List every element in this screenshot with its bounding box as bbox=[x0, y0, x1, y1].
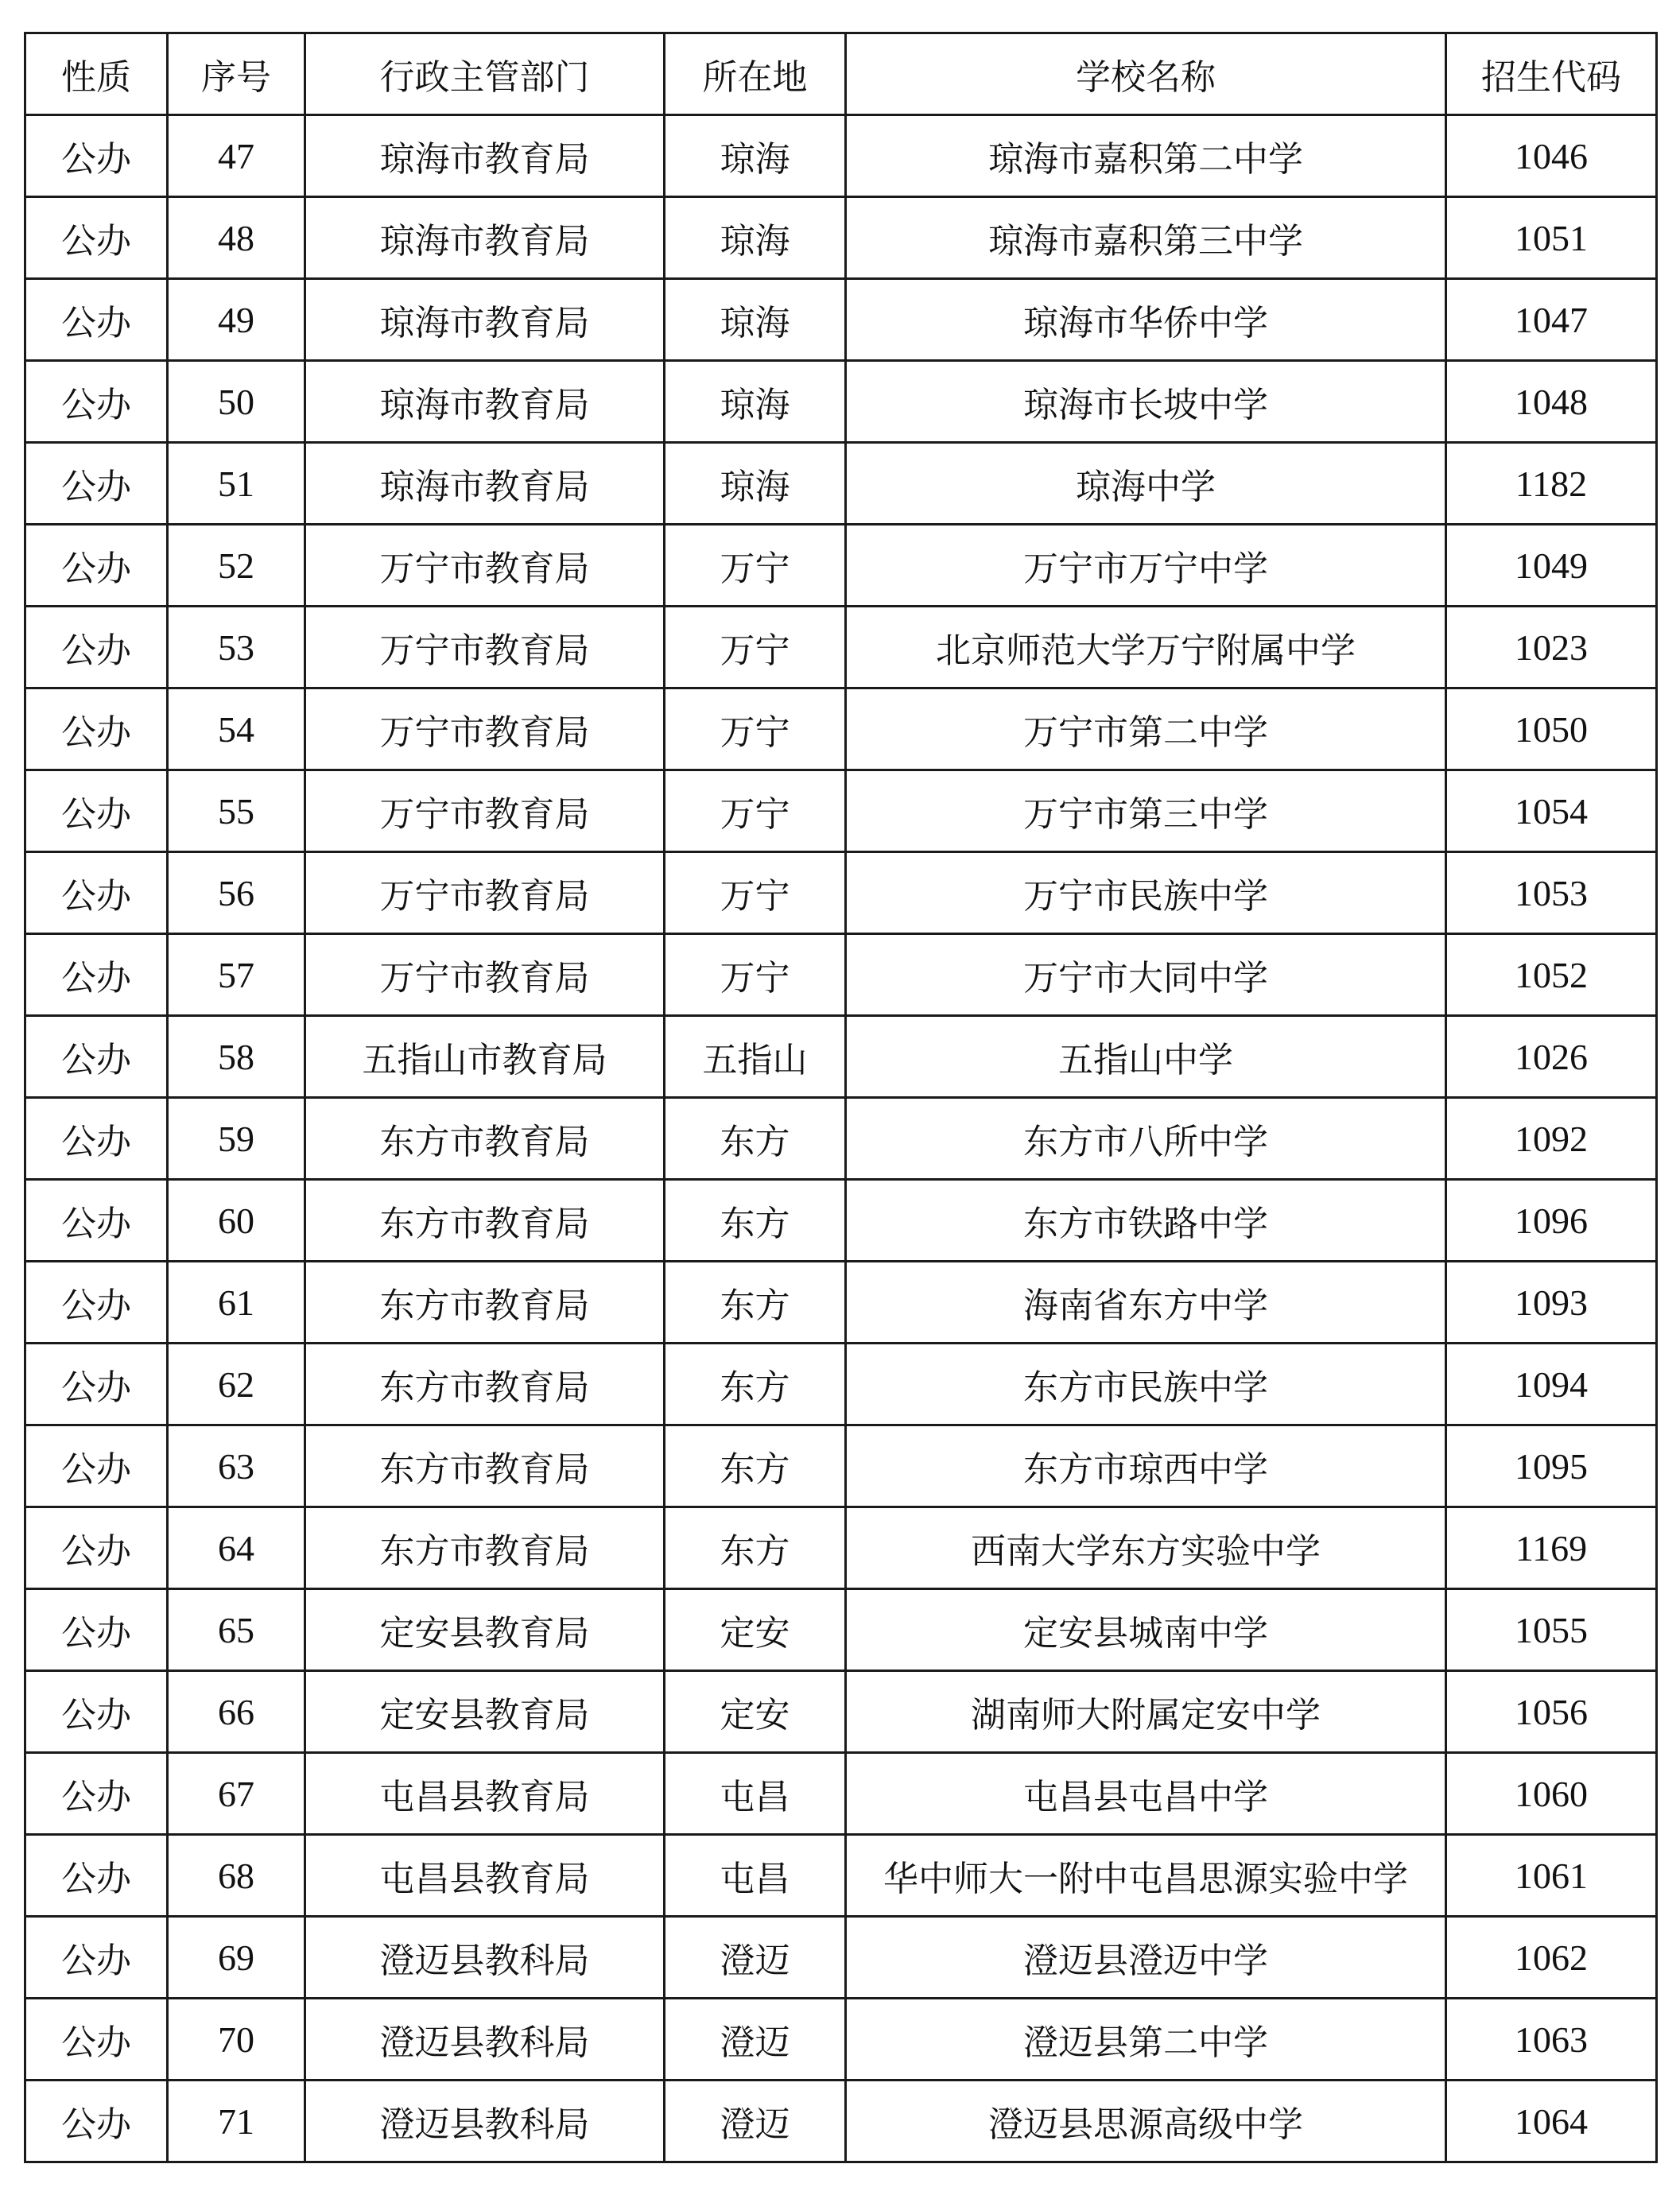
cell-department: 东方市教育局 bbox=[305, 1425, 665, 1507]
cell-index: 63 bbox=[168, 1425, 305, 1507]
cell-location: 东方 bbox=[665, 1180, 846, 1262]
cell-enroll-code: 1055 bbox=[1446, 1589, 1657, 1671]
cell-location: 琼海 bbox=[665, 361, 846, 443]
table-row bbox=[25, 279, 1657, 361]
header-location: 所在地 bbox=[665, 33, 846, 115]
cell-enroll-code: 1050 bbox=[1446, 688, 1657, 770]
cell-index: 58 bbox=[168, 1016, 305, 1098]
cell-location: 琼海 bbox=[665, 197, 846, 279]
cell-enroll-code: 1094 bbox=[1446, 1344, 1657, 1425]
cell-school-name: 西南大学东方实验中学 bbox=[846, 1507, 1446, 1589]
cell-enroll-code: 1062 bbox=[1446, 1917, 1657, 1999]
cell-location: 万宁 bbox=[665, 852, 846, 934]
cell-location: 五指山 bbox=[665, 1016, 846, 1098]
cell-location: 万宁 bbox=[665, 525, 846, 607]
table-row bbox=[25, 1671, 1657, 1753]
cell-nature: 公办 bbox=[25, 852, 168, 934]
table-header-row bbox=[25, 33, 1657, 115]
cell-location: 定安 bbox=[665, 1671, 846, 1753]
cell-school-name: 东方市琼西中学 bbox=[846, 1425, 1446, 1507]
cell-department: 澄迈县教科局 bbox=[305, 1999, 665, 2081]
cell-index: 51 bbox=[168, 443, 305, 525]
table-row bbox=[25, 1425, 1657, 1507]
cell-department: 东方市教育局 bbox=[305, 1098, 665, 1180]
cell-enroll-code: 1096 bbox=[1446, 1180, 1657, 1262]
cell-nature: 公办 bbox=[25, 1425, 168, 1507]
cell-school-name: 屯昌县屯昌中学 bbox=[846, 1753, 1446, 1835]
cell-index: 55 bbox=[168, 770, 305, 852]
cell-location: 定安 bbox=[665, 1589, 846, 1671]
cell-department: 万宁市教育局 bbox=[305, 607, 665, 688]
cell-location: 万宁 bbox=[665, 688, 846, 770]
table-row bbox=[25, 1589, 1657, 1671]
cell-enroll-code: 1026 bbox=[1446, 1016, 1657, 1098]
cell-location: 屯昌 bbox=[665, 1835, 846, 1917]
cell-enroll-code: 1046 bbox=[1446, 115, 1657, 197]
cell-department: 琼海市教育局 bbox=[305, 197, 665, 279]
cell-nature: 公办 bbox=[25, 688, 168, 770]
header-department: 行政主管部门 bbox=[305, 33, 665, 115]
cell-department: 琼海市教育局 bbox=[305, 279, 665, 361]
cell-enroll-code: 1049 bbox=[1446, 525, 1657, 607]
cell-school-name: 五指山中学 bbox=[846, 1016, 1446, 1098]
cell-nature: 公办 bbox=[25, 1999, 168, 2081]
cell-nature: 公办 bbox=[25, 1262, 168, 1344]
cell-department: 万宁市教育局 bbox=[305, 525, 665, 607]
table-row bbox=[25, 934, 1657, 1016]
cell-index: 56 bbox=[168, 852, 305, 934]
cell-department: 澄迈县教科局 bbox=[305, 1917, 665, 1999]
cell-department: 五指山市教育局 bbox=[305, 1016, 665, 1098]
cell-enroll-code: 1048 bbox=[1446, 361, 1657, 443]
cell-nature: 公办 bbox=[25, 279, 168, 361]
cell-school-name: 华中师大一附中屯昌思源实验中学 bbox=[846, 1835, 1446, 1917]
cell-nature: 公办 bbox=[25, 2081, 168, 2162]
cell-school-name: 琼海市嘉积第二中学 bbox=[846, 115, 1446, 197]
cell-enroll-code: 1047 bbox=[1446, 279, 1657, 361]
cell-enroll-code: 1169 bbox=[1446, 1507, 1657, 1589]
cell-nature: 公办 bbox=[25, 607, 168, 688]
cell-nature: 公办 bbox=[25, 1344, 168, 1425]
cell-department: 定安县教育局 bbox=[305, 1671, 665, 1753]
school-table bbox=[24, 32, 1658, 2163]
cell-nature: 公办 bbox=[25, 934, 168, 1016]
table-row bbox=[25, 1344, 1657, 1425]
cell-school-name: 琼海中学 bbox=[846, 443, 1446, 525]
cell-school-name: 琼海市华侨中学 bbox=[846, 279, 1446, 361]
cell-nature: 公办 bbox=[25, 1507, 168, 1589]
cell-index: 57 bbox=[168, 934, 305, 1016]
cell-department: 万宁市教育局 bbox=[305, 688, 665, 770]
cell-location: 东方 bbox=[665, 1425, 846, 1507]
cell-school-name: 澄迈县第二中学 bbox=[846, 1999, 1446, 2081]
cell-nature: 公办 bbox=[25, 1835, 168, 1917]
cell-enroll-code: 1095 bbox=[1446, 1425, 1657, 1507]
cell-nature: 公办 bbox=[25, 770, 168, 852]
cell-school-name: 海南省东方中学 bbox=[846, 1262, 1446, 1344]
table-row bbox=[25, 361, 1657, 443]
table-body bbox=[25, 115, 1657, 2162]
cell-index: 50 bbox=[168, 361, 305, 443]
cell-enroll-code: 1182 bbox=[1446, 443, 1657, 525]
cell-location: 琼海 bbox=[665, 443, 846, 525]
cell-department: 东方市教育局 bbox=[305, 1262, 665, 1344]
cell-enroll-code: 1060 bbox=[1446, 1753, 1657, 1835]
table-row bbox=[25, 197, 1657, 279]
cell-nature: 公办 bbox=[25, 1589, 168, 1671]
cell-location: 屯昌 bbox=[665, 1753, 846, 1835]
cell-department: 琼海市教育局 bbox=[305, 443, 665, 525]
table-row bbox=[25, 2081, 1657, 2162]
cell-location: 澄迈 bbox=[665, 1917, 846, 1999]
cell-school-name: 万宁市大同中学 bbox=[846, 934, 1446, 1016]
cell-location: 万宁 bbox=[665, 934, 846, 1016]
cell-school-name: 东方市民族中学 bbox=[846, 1344, 1446, 1425]
cell-school-name: 定安县城南中学 bbox=[846, 1589, 1446, 1671]
table-row bbox=[25, 1753, 1657, 1835]
cell-index: 53 bbox=[168, 607, 305, 688]
cell-index: 62 bbox=[168, 1344, 305, 1425]
table-row bbox=[25, 607, 1657, 688]
cell-department: 东方市教育局 bbox=[305, 1180, 665, 1262]
cell-enroll-code: 1051 bbox=[1446, 197, 1657, 279]
cell-index: 52 bbox=[168, 525, 305, 607]
cell-school-name: 万宁市第二中学 bbox=[846, 688, 1446, 770]
cell-location: 东方 bbox=[665, 1507, 846, 1589]
table-row bbox=[25, 1262, 1657, 1344]
cell-nature: 公办 bbox=[25, 361, 168, 443]
cell-index: 48 bbox=[168, 197, 305, 279]
cell-index: 66 bbox=[168, 1671, 305, 1753]
table-row bbox=[25, 1016, 1657, 1098]
cell-location: 东方 bbox=[665, 1098, 846, 1180]
header-school-name: 学校名称 bbox=[846, 33, 1446, 115]
cell-enroll-code: 1053 bbox=[1446, 852, 1657, 934]
cell-location: 东方 bbox=[665, 1344, 846, 1425]
cell-department: 屯昌县教育局 bbox=[305, 1753, 665, 1835]
cell-location: 东方 bbox=[665, 1262, 846, 1344]
cell-enroll-code: 1056 bbox=[1446, 1671, 1657, 1753]
cell-index: 68 bbox=[168, 1835, 305, 1917]
cell-nature: 公办 bbox=[25, 443, 168, 525]
cell-index: 61 bbox=[168, 1262, 305, 1344]
cell-nature: 公办 bbox=[25, 1917, 168, 1999]
cell-location: 万宁 bbox=[665, 607, 846, 688]
cell-index: 59 bbox=[168, 1098, 305, 1180]
cell-school-name: 北京师范大学万宁附属中学 bbox=[846, 607, 1446, 688]
cell-index: 54 bbox=[168, 688, 305, 770]
table-row bbox=[25, 115, 1657, 197]
cell-school-name: 万宁市万宁中学 bbox=[846, 525, 1446, 607]
cell-index: 70 bbox=[168, 1999, 305, 2081]
cell-school-name: 东方市铁路中学 bbox=[846, 1180, 1446, 1262]
cell-location: 琼海 bbox=[665, 115, 846, 197]
cell-department: 东方市教育局 bbox=[305, 1507, 665, 1589]
cell-nature: 公办 bbox=[25, 197, 168, 279]
cell-location: 琼海 bbox=[665, 279, 846, 361]
cell-enroll-code: 1092 bbox=[1446, 1098, 1657, 1180]
header-nature: 性质 bbox=[25, 33, 168, 115]
cell-enroll-code: 1093 bbox=[1446, 1262, 1657, 1344]
cell-location: 万宁 bbox=[665, 770, 846, 852]
cell-index: 47 bbox=[168, 115, 305, 197]
cell-location: 澄迈 bbox=[665, 1999, 846, 2081]
cell-department: 定安县教育局 bbox=[305, 1589, 665, 1671]
cell-department: 琼海市教育局 bbox=[305, 361, 665, 443]
cell-department: 万宁市教育局 bbox=[305, 934, 665, 1016]
header-enroll-code: 招生代码 bbox=[1446, 33, 1657, 115]
table-row bbox=[25, 1999, 1657, 2081]
cell-department: 万宁市教育局 bbox=[305, 852, 665, 934]
table-row bbox=[25, 1917, 1657, 1999]
table-row bbox=[25, 1180, 1657, 1262]
cell-nature: 公办 bbox=[25, 1016, 168, 1098]
cell-school-name: 万宁市第三中学 bbox=[846, 770, 1446, 852]
cell-index: 65 bbox=[168, 1589, 305, 1671]
table-row bbox=[25, 688, 1657, 770]
cell-enroll-code: 1064 bbox=[1446, 2081, 1657, 2162]
cell-department: 东方市教育局 bbox=[305, 1344, 665, 1425]
cell-department: 澄迈县教科局 bbox=[305, 2081, 665, 2162]
table-row bbox=[25, 1835, 1657, 1917]
cell-nature: 公办 bbox=[25, 1671, 168, 1753]
cell-index: 49 bbox=[168, 279, 305, 361]
cell-department: 万宁市教育局 bbox=[305, 770, 665, 852]
cell-index: 60 bbox=[168, 1180, 305, 1262]
table-row bbox=[25, 852, 1657, 934]
cell-index: 71 bbox=[168, 2081, 305, 2162]
cell-nature: 公办 bbox=[25, 1180, 168, 1262]
cell-index: 67 bbox=[168, 1753, 305, 1835]
cell-enroll-code: 1061 bbox=[1446, 1835, 1657, 1917]
cell-school-name: 澄迈县思源高级中学 bbox=[846, 2081, 1446, 2162]
cell-location: 澄迈 bbox=[665, 2081, 846, 2162]
table-row bbox=[25, 525, 1657, 607]
school-table-sheet bbox=[24, 32, 1655, 2163]
cell-enroll-code: 1023 bbox=[1446, 607, 1657, 688]
table-row bbox=[25, 443, 1657, 525]
table-row bbox=[25, 1098, 1657, 1180]
cell-enroll-code: 1054 bbox=[1446, 770, 1657, 852]
header-index: 序号 bbox=[168, 33, 305, 115]
cell-school-name: 琼海市长坡中学 bbox=[846, 361, 1446, 443]
table-row bbox=[25, 770, 1657, 852]
cell-enroll-code: 1052 bbox=[1446, 934, 1657, 1016]
cell-school-name: 琼海市嘉积第三中学 bbox=[846, 197, 1446, 279]
cell-school-name: 万宁市民族中学 bbox=[846, 852, 1446, 934]
cell-nature: 公办 bbox=[25, 1098, 168, 1180]
cell-school-name: 湖南师大附属定安中学 bbox=[846, 1671, 1446, 1753]
cell-index: 64 bbox=[168, 1507, 305, 1589]
cell-department: 琼海市教育局 bbox=[305, 115, 665, 197]
cell-department: 屯昌县教育局 bbox=[305, 1835, 665, 1917]
cell-school-name: 东方市八所中学 bbox=[846, 1098, 1446, 1180]
cell-nature: 公办 bbox=[25, 525, 168, 607]
cell-nature: 公办 bbox=[25, 115, 168, 197]
cell-index: 69 bbox=[168, 1917, 305, 1999]
cell-enroll-code: 1063 bbox=[1446, 1999, 1657, 2081]
cell-nature: 公办 bbox=[25, 1753, 168, 1835]
table-row bbox=[25, 1507, 1657, 1589]
cell-school-name: 澄迈县澄迈中学 bbox=[846, 1917, 1446, 1999]
